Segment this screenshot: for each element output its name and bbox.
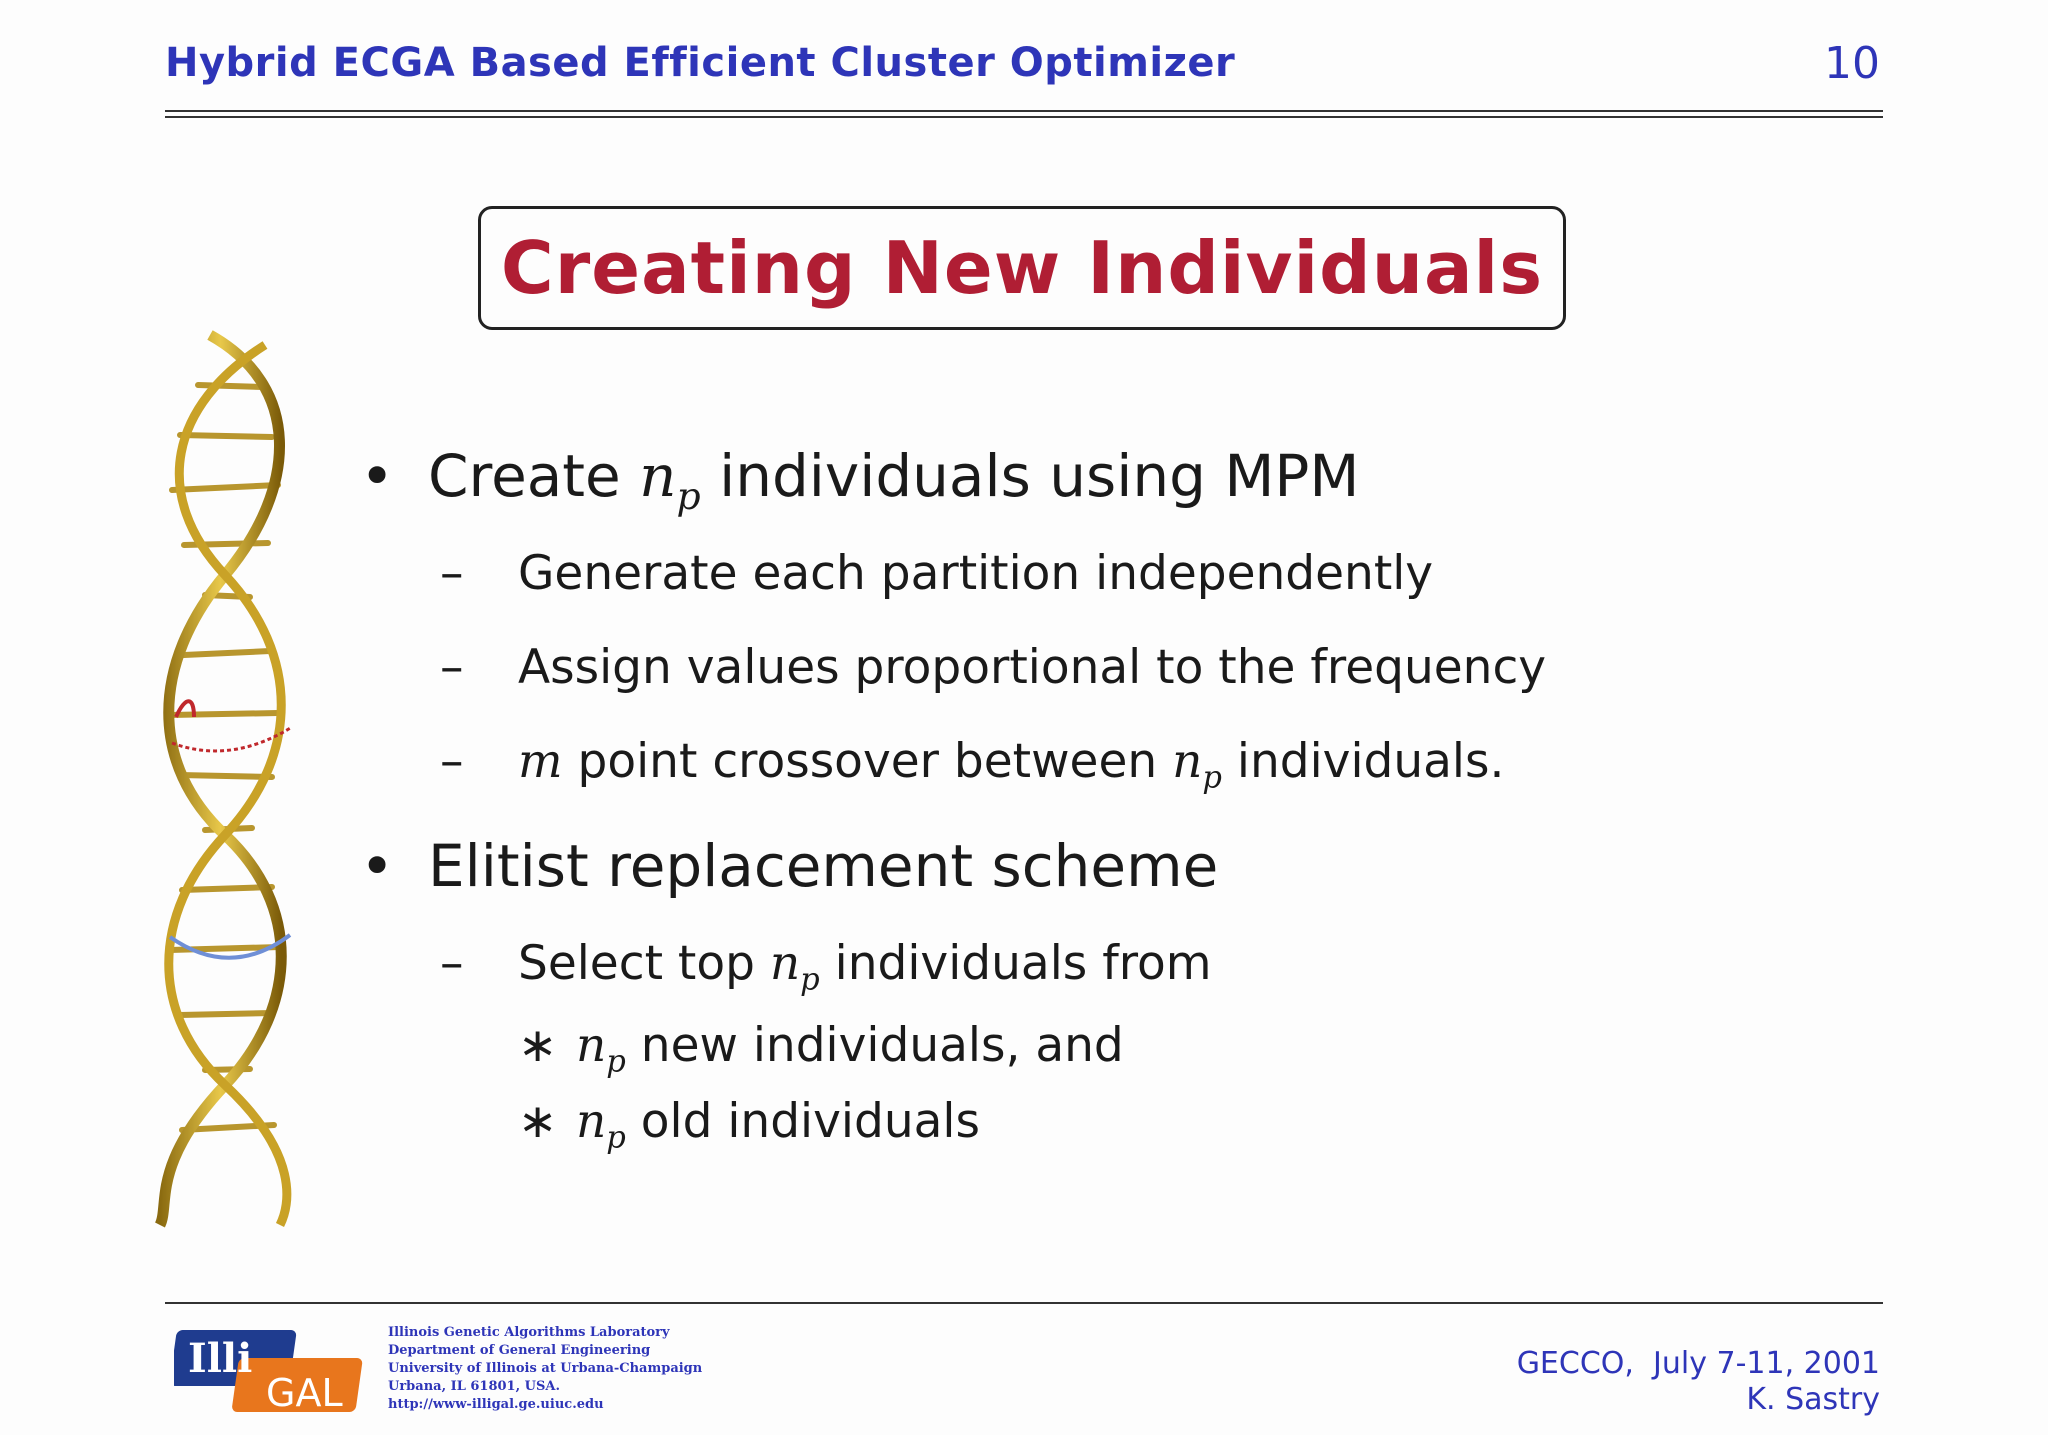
bullet-elitist-replacement: • Elitist replacement scheme [360,832,1219,900]
conference-text: GECCO, July 7-11, 2001 [1516,1346,1880,1381]
page-number: 10 [1824,38,1880,89]
lab-address: Illinois Genetic Algorithms Laboratory Department of General Engineering University of Illinois at Urbana-Champaign Urbana, IL 61801, USA. http://www-illigal.ge.uiuc.edu [388,1325,703,1412]
header-title: Hybrid ECGA Based Efficient Cluster Optimizer [165,40,1236,86]
illigal-logo [174,1322,372,1414]
asterisk-marker: ∗ [518,1094,558,1149]
slide-title-box [478,206,1566,330]
dash-marker: – [440,640,464,695]
dna-helix-image [150,325,320,1245]
header-rule-bottom [165,116,1883,118]
slide-title: Creating New Individuals [500,226,1544,310]
bullet-marker: • [360,832,395,900]
footer-rule [165,1302,1883,1304]
dash-marker: – [440,734,464,789]
subbullet-assign-values: – Assign values proportional to the frequency [440,640,1547,695]
subbullet-select-top: – Select top $n_p$ individuals from [440,936,1212,998]
footer-conference-info [1517,1346,1880,1418]
subsubbullet-new-individuals: ∗ $n_p$ new individuals, and [518,1018,1124,1080]
bullet-marker: • [360,442,395,510]
logo-gal-text: GAL [266,1371,343,1414]
logo-illi-text: Illi [188,1335,253,1382]
author-text: K. Sastry [1746,1382,1880,1417]
header-rule-top [165,110,1883,112]
subbullet-point-crossover: – m point crossover between $n_p$ individuals. [440,734,1505,796]
subsubbullet-old-individuals: ∗ $n_p$ old individuals [518,1094,980,1156]
asterisk-marker: ∗ [518,1018,558,1073]
dash-marker: – [440,546,464,601]
bullet-create-individuals: • Create $n_p$ individuals using MPM [360,442,1360,519]
dash-marker: – [440,936,464,991]
subbullet-generate-partition: – Generate each partition independently [440,546,1434,601]
